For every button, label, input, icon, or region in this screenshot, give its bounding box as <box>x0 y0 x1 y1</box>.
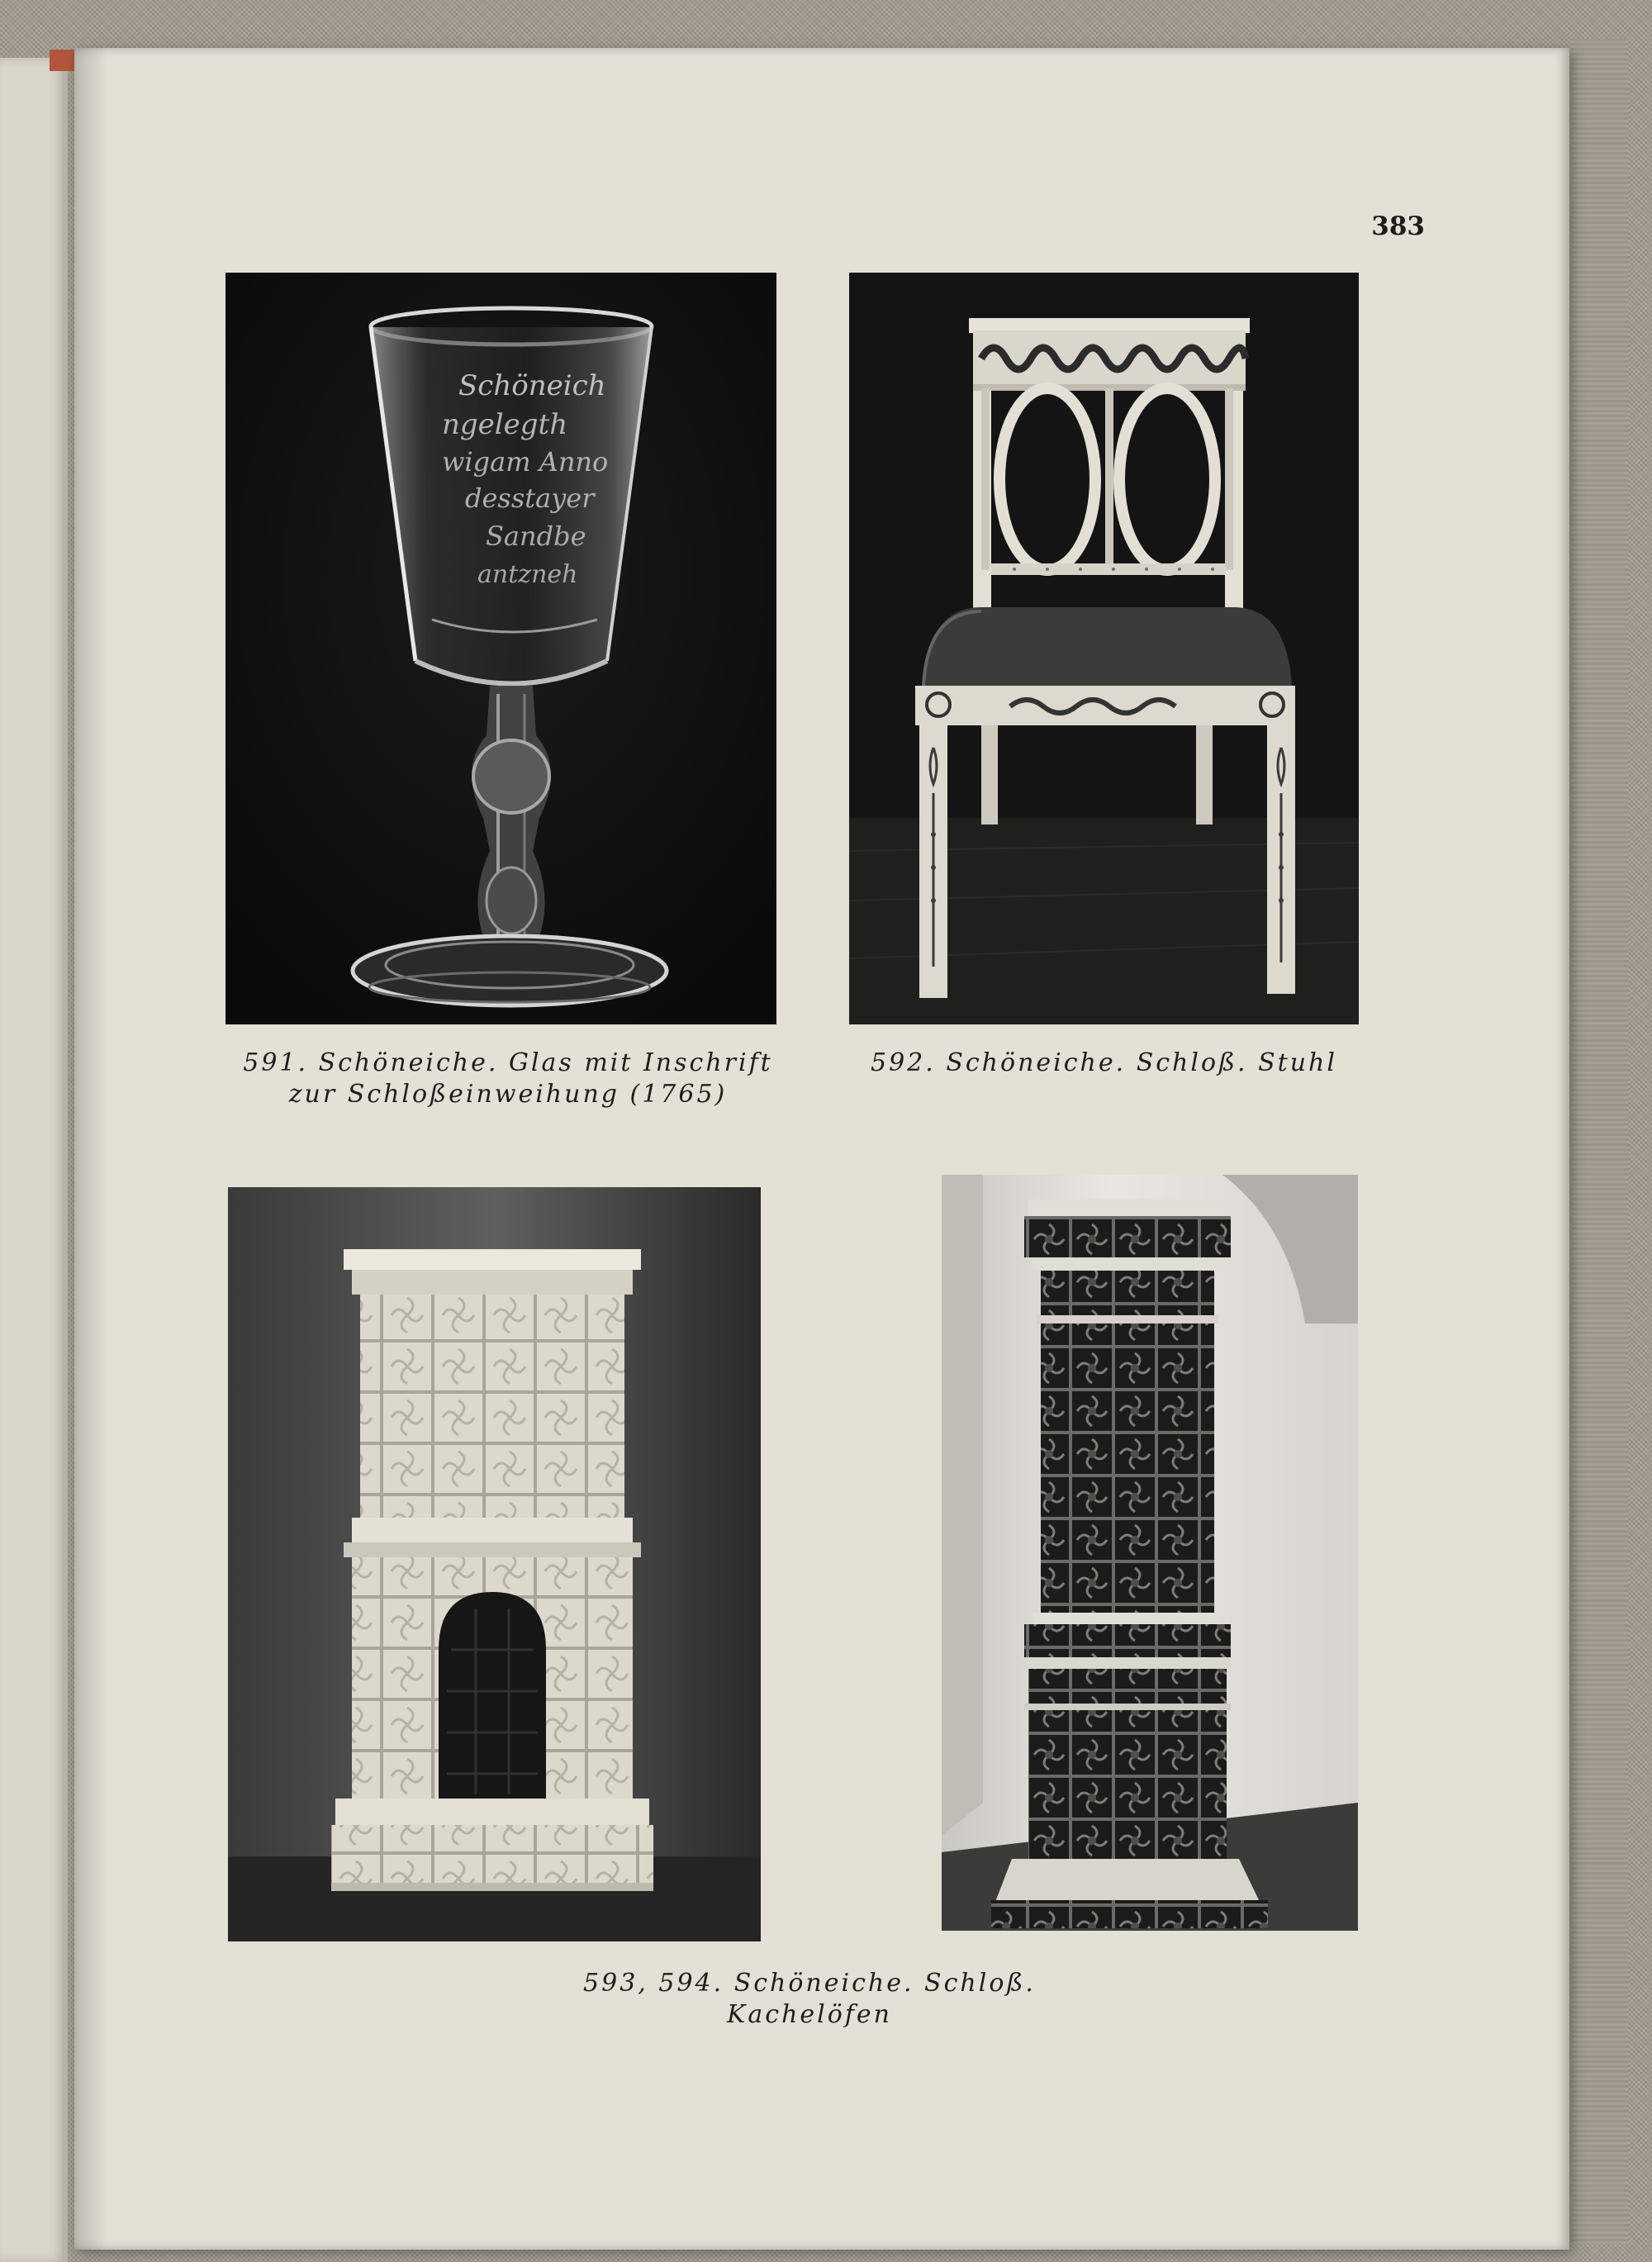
svg-text:ngelegth: ngelegth <box>442 408 568 441</box>
photo-dark-stove <box>942 1175 1358 1931</box>
dark-stove-illustration <box>942 1175 1358 1931</box>
caption-591-line1: 591. Schöneiche. Glas mit Inschrift <box>243 1048 773 1077</box>
caption-593-594 <box>496 1968 1123 2031</box>
caption-591 <box>240 1048 776 1110</box>
photo-glass <box>225 273 776 1024</box>
gutter-shadow <box>74 48 107 2250</box>
white-stove-illustration <box>228 1187 761 1941</box>
glass-illustration <box>225 273 776 1024</box>
svg-text:desstayer: desstayer <box>465 482 595 514</box>
page-number: 383 <box>1371 211 1425 241</box>
caption-592 <box>849 1048 1359 1079</box>
caption-591-line2: zur Schloßeinweihung (1765) <box>288 1080 728 1109</box>
left-page-edge <box>0 58 68 2262</box>
svg-text:wigam Anno: wigam Anno <box>442 446 609 478</box>
svg-text:Sandbe: Sandbe <box>486 520 586 552</box>
svg-text:antzneh: antzneh <box>477 560 578 589</box>
photo-chair <box>849 273 1359 1024</box>
svg-text:Schöneich: Schöneich <box>458 369 606 402</box>
photo-white-stove <box>228 1187 761 1941</box>
caption-592-text: 592. Schöneiche. Schloß. Stuhl <box>871 1048 1337 1077</box>
cover-edge <box>1571 40 1629 2244</box>
caption-593-594-text: 593, 594. Schöneiche. Schloß. Kachelöfen <box>583 1969 1036 2029</box>
chair-illustration <box>849 273 1359 1024</box>
